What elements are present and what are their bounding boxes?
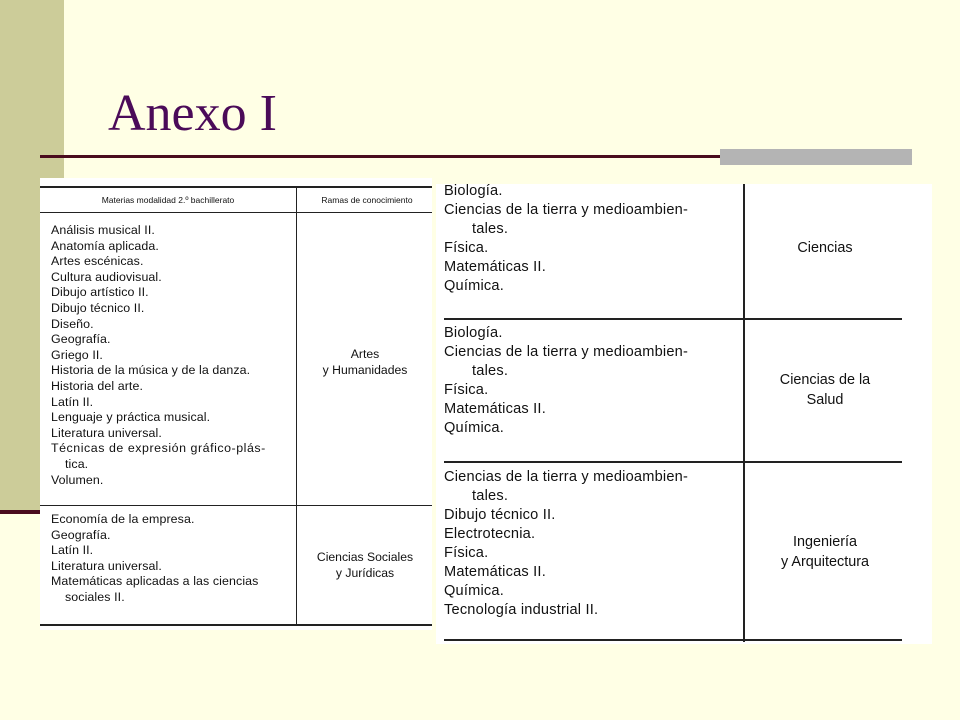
subject-item: Química. xyxy=(444,420,504,436)
subject-item: Artes escénicas. xyxy=(51,254,144,269)
subject-list-sociales xyxy=(51,512,258,606)
subject-item: Latín II. xyxy=(51,394,94,409)
table-header-rule xyxy=(40,212,432,213)
subject-item-continuation: tica. xyxy=(65,456,89,471)
subject-item-continuation: tales. xyxy=(472,488,509,504)
subject-item: Biología. xyxy=(444,325,503,341)
branch-ciencias: Ciencias xyxy=(797,240,853,256)
subject-item: Matemáticas II. xyxy=(444,259,546,275)
subject-item: Volumen. xyxy=(51,472,104,487)
subject-item: Biología. xyxy=(444,183,503,199)
header-branches: Ramas de conocimiento xyxy=(321,195,413,205)
subject-item: Ciencias de la tierra y medioambien- xyxy=(444,344,689,360)
subject-item: Latín II. xyxy=(51,543,94,558)
branch-ciencias-sociales: Ciencias Sociales y Jurídicas xyxy=(316,550,414,580)
subject-item-continuation: tales. xyxy=(472,221,509,237)
subject-item: Matemáticas II. xyxy=(444,564,546,580)
subject-item: Análisis musical II. xyxy=(51,223,155,237)
subject-item: Anatomía aplicada. xyxy=(51,238,159,253)
subject-item: Física. xyxy=(444,382,489,398)
subject-item: Griego II. xyxy=(51,347,103,362)
subject-item: Literatura universal. xyxy=(51,425,162,440)
table-column-divider xyxy=(296,186,297,626)
table-bottom-rule xyxy=(444,639,902,641)
table-row-divider xyxy=(444,461,902,463)
table-row-divider xyxy=(444,318,902,320)
title-accent-bar xyxy=(720,149,912,165)
subject-item: Física. xyxy=(444,240,489,256)
subject-item: Física. xyxy=(444,545,489,561)
table-row-divider xyxy=(40,505,432,506)
subject-item: Geografía. xyxy=(51,527,111,542)
subject-item: Química. xyxy=(444,583,504,599)
table-top-rule xyxy=(40,186,432,188)
subject-item: Economía de la empresa. xyxy=(51,512,195,526)
right-table-image xyxy=(436,184,932,644)
subject-item: Química. xyxy=(444,278,504,294)
subject-list-ingenieria xyxy=(444,468,688,620)
subject-item-continuation: tales. xyxy=(472,363,509,379)
subject-item: Técnicas de expresión gráfico-plás- xyxy=(51,441,266,456)
subject-item: Ciencias de la tierra y medioambien- xyxy=(444,469,689,485)
subject-item: Dibujo técnico II. xyxy=(51,300,145,315)
slide-title: Anexo I xyxy=(108,85,277,142)
subject-list-ciencias-salud xyxy=(444,324,688,438)
left-table-image xyxy=(40,178,432,630)
subject-item: Historia de la música y de la danza. xyxy=(51,363,251,378)
subject-item: Ciencias de la tierra y medioambien- xyxy=(444,202,689,218)
subject-item: Matemáticas aplicadas a las ciencias xyxy=(51,574,259,589)
table-bottom-rule xyxy=(40,624,432,626)
subject-item: Dibujo técnico II. xyxy=(444,507,556,523)
subject-item: Tecnología industrial II. xyxy=(444,602,599,618)
subject-item-continuation: sociales II. xyxy=(65,589,125,604)
subject-list-artes xyxy=(51,223,266,488)
subject-list-ciencias xyxy=(444,182,688,296)
subject-item: Lenguaje y práctica musical. xyxy=(51,410,211,425)
subject-item: Dibujo artístico II. xyxy=(51,285,149,300)
subject-item: Historia del arte. xyxy=(51,378,144,393)
subject-item: Literatura universal. xyxy=(51,558,162,573)
subject-item: Cultura audiovisual. xyxy=(51,269,162,284)
branch-artes-humanidades: Artes y Humanidades xyxy=(322,347,408,377)
subject-item: Diseño. xyxy=(51,316,94,331)
branch-ingenieria-arquitectura: Ingeniería y Arquitectura xyxy=(781,534,869,570)
subject-item: Matemáticas II. xyxy=(444,401,546,417)
subject-item: Electrotecnia. xyxy=(444,526,536,542)
subject-item: Geografía. xyxy=(51,332,111,347)
header-subjects: Materias modalidad 2.º bachillerato xyxy=(101,195,235,205)
branch-ciencias-salud: Ciencias de la Salud xyxy=(779,372,871,408)
